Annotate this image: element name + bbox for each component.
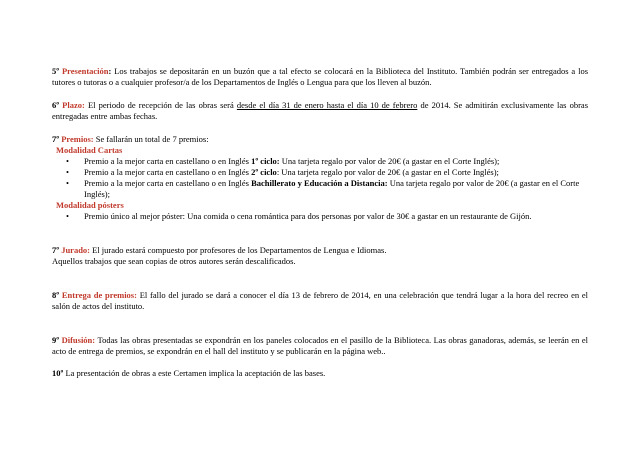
- section-text: El jurado estará compuesto por profesores de los Departamentos de Lengua e Idiomas.: [90, 245, 387, 255]
- cards-heading: Modalidad Cartas: [56, 145, 123, 155]
- list-item: [52, 178, 588, 200]
- section-text: La presentación de obras a este Certamen implica la aceptación de las bases.: [63, 368, 326, 378]
- section-heading: Entrega de premios:: [61, 290, 137, 300]
- section-aceptacion: [52, 368, 588, 379]
- section-number: 7º: [52, 134, 60, 144]
- section-number: 6º: [52, 100, 60, 110]
- section-text: El periodo de recepción de las obras será: [84, 100, 237, 110]
- section-text-end: de 2014. Se admitirán exclusivamente las obras entregadas entre ambas fechas.: [52, 100, 588, 121]
- section-number: 5º: [52, 66, 60, 76]
- prize-detail: : Una tarjeta regalo por valor de 20€ (a gastar en el Corte Inglés);: [276, 167, 499, 177]
- section-heading: Presentación: [61, 66, 109, 76]
- posters-list: [52, 211, 588, 222]
- cards-list: [52, 156, 588, 200]
- section-plazo: [52, 100, 588, 122]
- prize-category: 2º ciclo: [251, 167, 277, 177]
- prize-detail: Una tarjeta regalo por valor de 20€ (a gastar en el Corte Inglés);: [279, 156, 500, 166]
- list-item: [52, 167, 588, 178]
- prize-text: Premio a la mejor carta en castellano o en Inglés: [84, 178, 252, 188]
- bullet-icon: •: [66, 167, 69, 177]
- section-difusion: [52, 335, 588, 357]
- section-number: 10º: [52, 368, 64, 378]
- bullet-icon: •: [66, 178, 69, 188]
- section-number: 8º: [52, 290, 60, 300]
- section-heading: Plazo:: [62, 100, 85, 110]
- section-number: 7º: [52, 245, 60, 255]
- prize-text: Premio a la mejor carta en castellano o en Inglés: [84, 156, 252, 166]
- prize-text: Premio a la mejor carta en castellano o en Inglés: [84, 167, 252, 177]
- section-text: Los trabajos se depositarán en un buzón que a tal efecto se colocará en la Biblioteca del Instituto. También podrán ser entregados a los tutores o tutoras o a cualquier profesor/a de los Departamentos de Inglés o Lengua para que los lleven al buzón.: [52, 66, 588, 87]
- section-number: 9º: [52, 335, 60, 345]
- section-presentacion: [52, 66, 588, 88]
- section-text: Todas las obras presentadas se expondrán en los paneles colocados en el pasillo de la Biblioteca. Las obras ganadoras, además, se leerán en el acto de entrega de premios, se expondrán en el hall del instituto y se publicarán en la página web..: [52, 335, 589, 356]
- posters-heading: Modalidad pósters: [56, 200, 124, 210]
- prize-text: Premio único al mejor póster: Una comida o cena romántica para dos personas por valor de 30€ a gastar en un restaurante de Gijón.: [84, 211, 532, 221]
- section-heading: Premios:: [61, 134, 94, 144]
- document-page: [52, 66, 588, 379]
- section-jurado: [52, 245, 588, 256]
- list-item: [52, 211, 588, 222]
- prize-category: Bachillerato y Educación a Distancia:: [251, 178, 388, 188]
- section-heading-colon: :: [108, 66, 112, 76]
- list-item: [52, 156, 588, 167]
- bullet-icon: •: [66, 156, 69, 166]
- bullet-icon: •: [66, 211, 69, 221]
- section-premios: [52, 134, 588, 145]
- section-text: El fallo del jurado se dará a conocer el día 13 de febrero de 2014, en una celebración que tendrá lugar a la hora del recreo en el salón de actos del instituto.: [52, 290, 588, 311]
- section-heading: Jurado:: [61, 245, 90, 255]
- section-text: Se fallarán un total de 7 premios:: [93, 134, 209, 144]
- section-entrega: [52, 290, 588, 312]
- section-jurado-line2: Aquellos trabajos que sean copias de otros autores serán descalificados.: [52, 256, 296, 266]
- prize-category: 1º ciclo:: [251, 156, 280, 166]
- date-range: desde el día 31 de enero hasta el día 10 de febrero: [236, 100, 418, 110]
- prize-detail: Una tarjeta regalo por valor de 20€ (a gastar en el Corte Inglés);: [84, 178, 580, 199]
- section-heading: Difusión:: [61, 335, 96, 345]
